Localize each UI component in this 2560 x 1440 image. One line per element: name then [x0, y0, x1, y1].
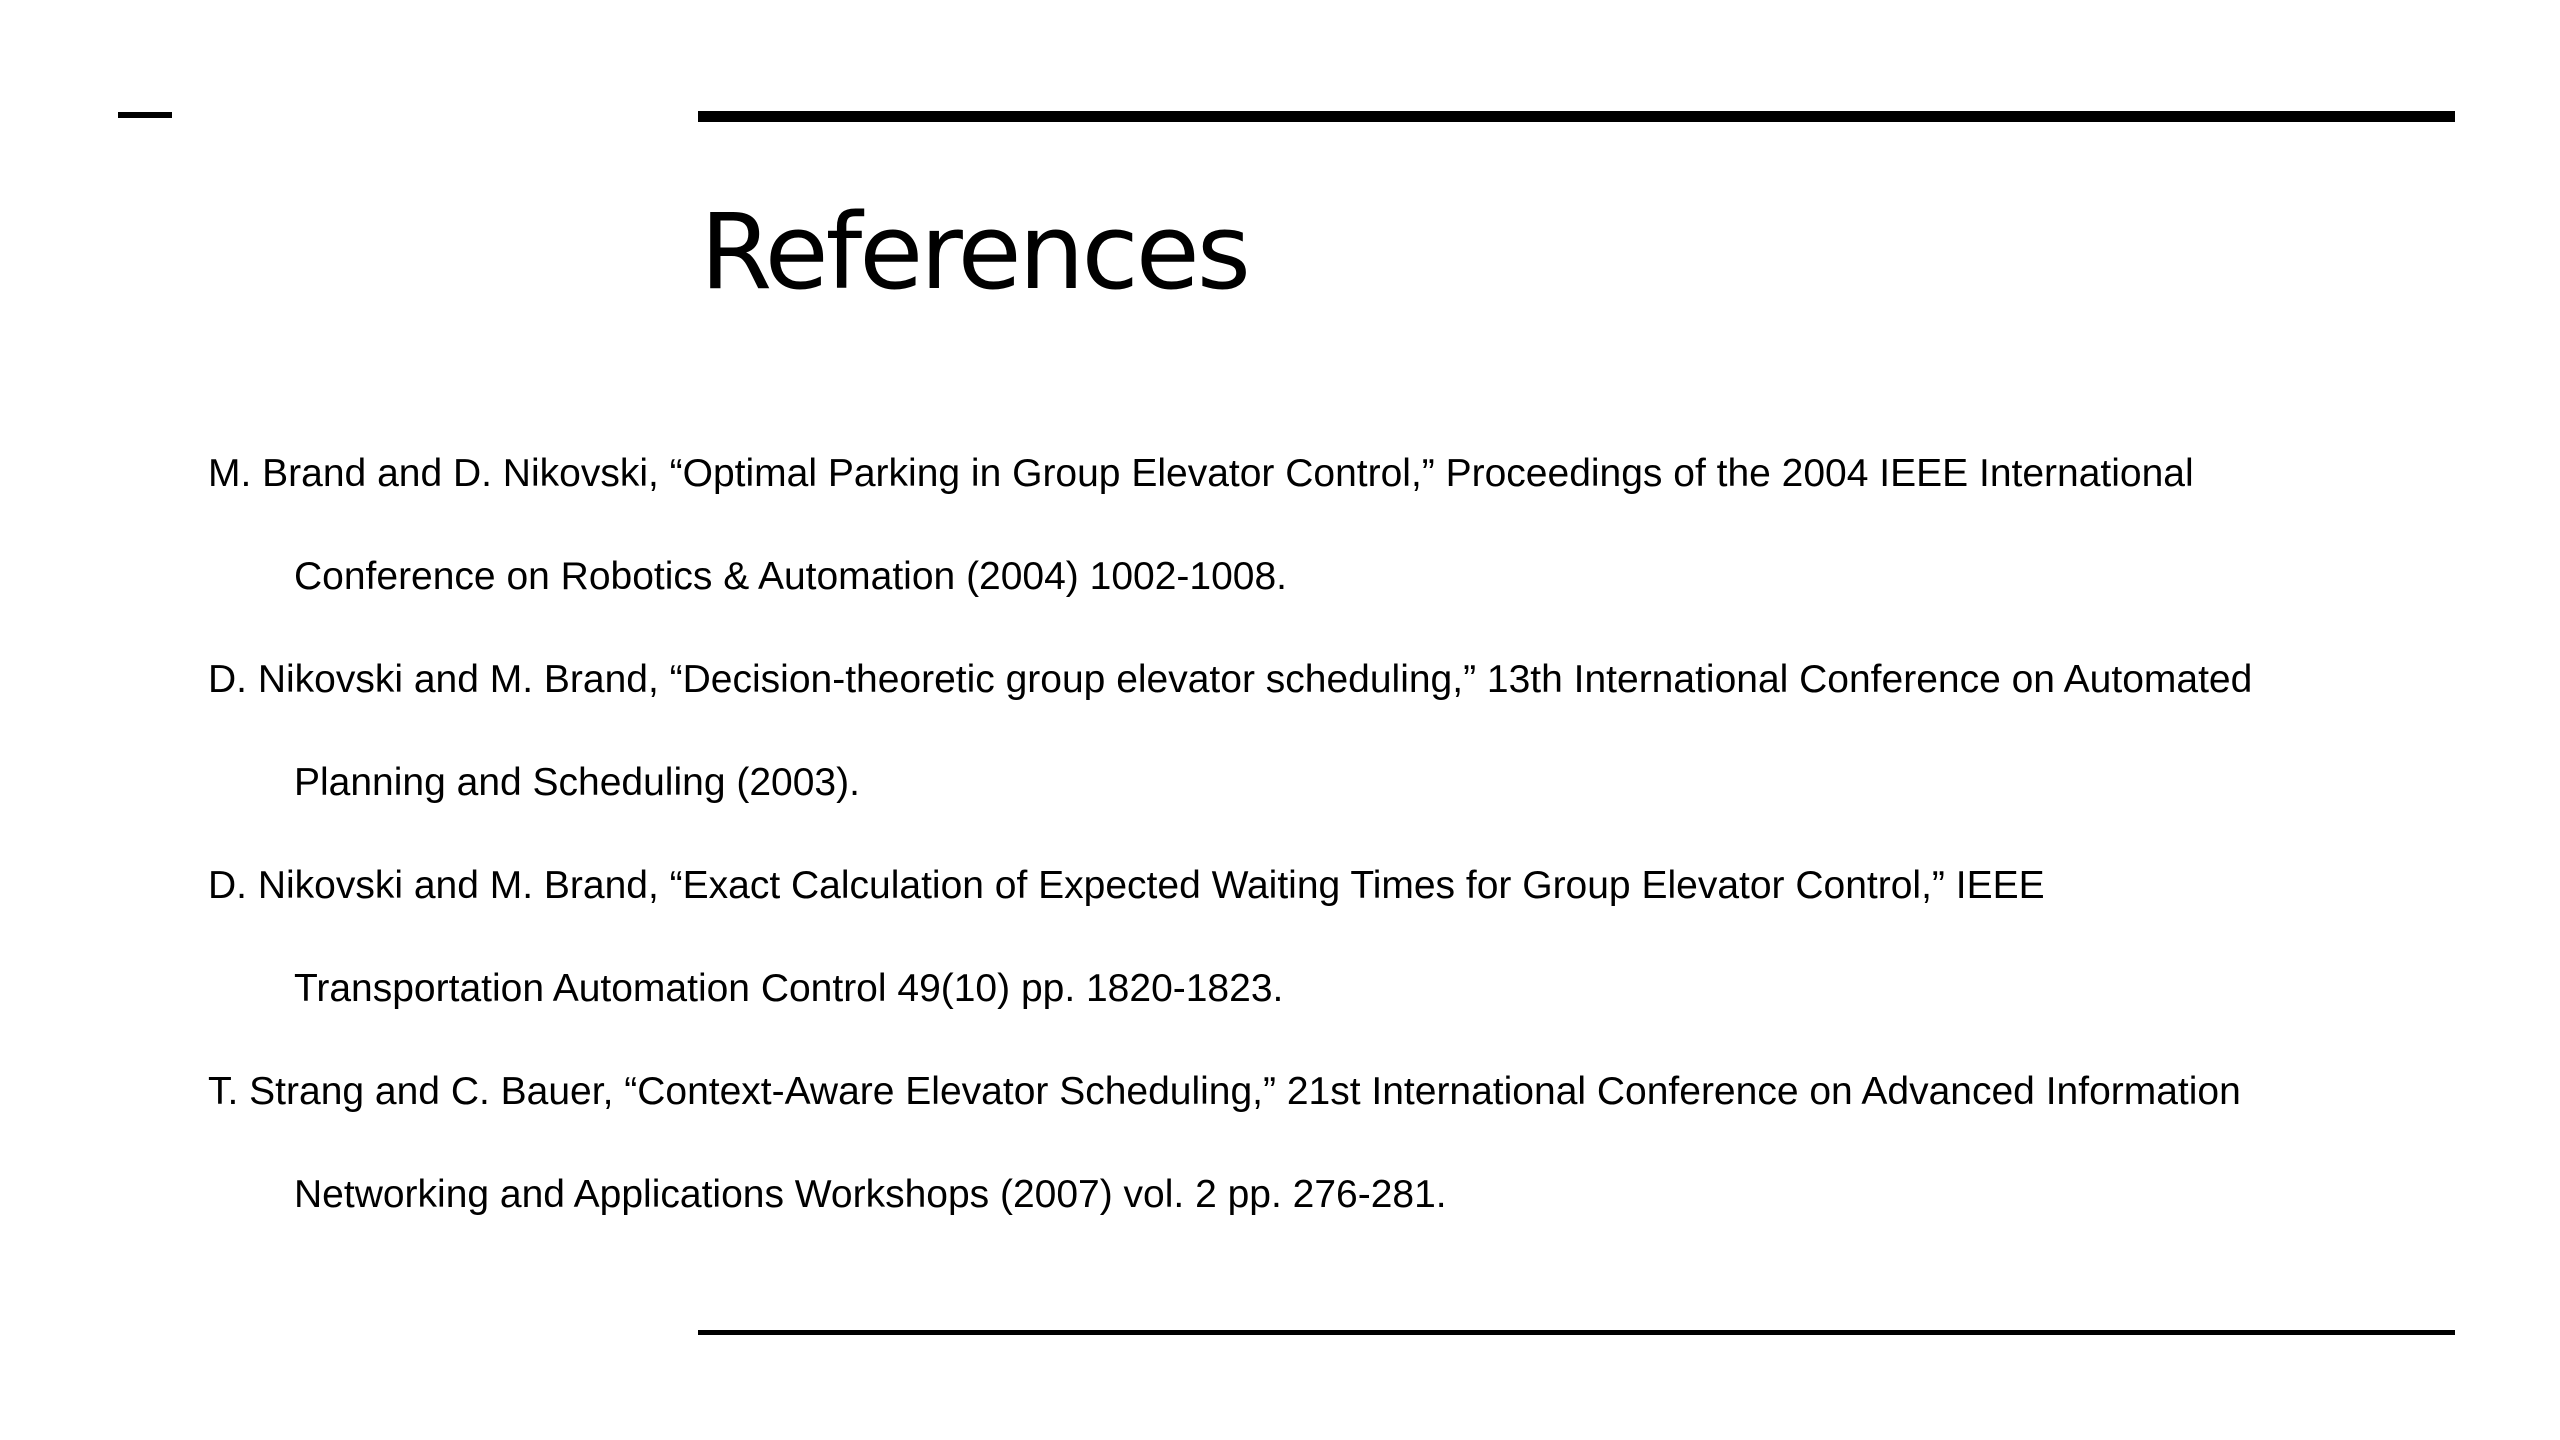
reference-line: T. Strang and C. Bauer, “Context-Aware Elevator Scheduling,” 21st International Conference on Advanced Information — [208, 1070, 2241, 1113]
slide-title: References — [700, 191, 1248, 313]
reference-item — [208, 422, 2468, 628]
reference-list — [208, 422, 2468, 1246]
reference-line: Planning and Scheduling (2003). — [294, 761, 860, 804]
reference-item — [208, 1040, 2468, 1246]
bottom-rule — [698, 1330, 2455, 1335]
reference-item — [208, 834, 2468, 1040]
top-rule — [698, 111, 2455, 122]
accent-dash — [118, 112, 172, 118]
reference-line: D. Nikovski and M. Brand, “Decision-theoretic group elevator scheduling,” 13th International Conference on Automated — [208, 658, 2253, 701]
reference-line: Transportation Automation Control 49(10) pp. 1820-1823. — [294, 967, 1284, 1010]
reference-line: D. Nikovski and M. Brand, “Exact Calculation of Expected Waiting Times for Group Elevator Control,” IEEE — [208, 864, 2045, 907]
reference-line: Conference on Robotics & Automation (2004) 1002-1008. — [294, 555, 1287, 598]
reference-line: Networking and Applications Workshops (2007) vol. 2 pp. 276-281. — [294, 1173, 1447, 1216]
reference-line: M. Brand and D. Nikovski, “Optimal Parking in Group Elevator Control,” Proceedings of the 2004 IEEE International — [208, 452, 2194, 495]
reference-item — [208, 628, 2468, 834]
